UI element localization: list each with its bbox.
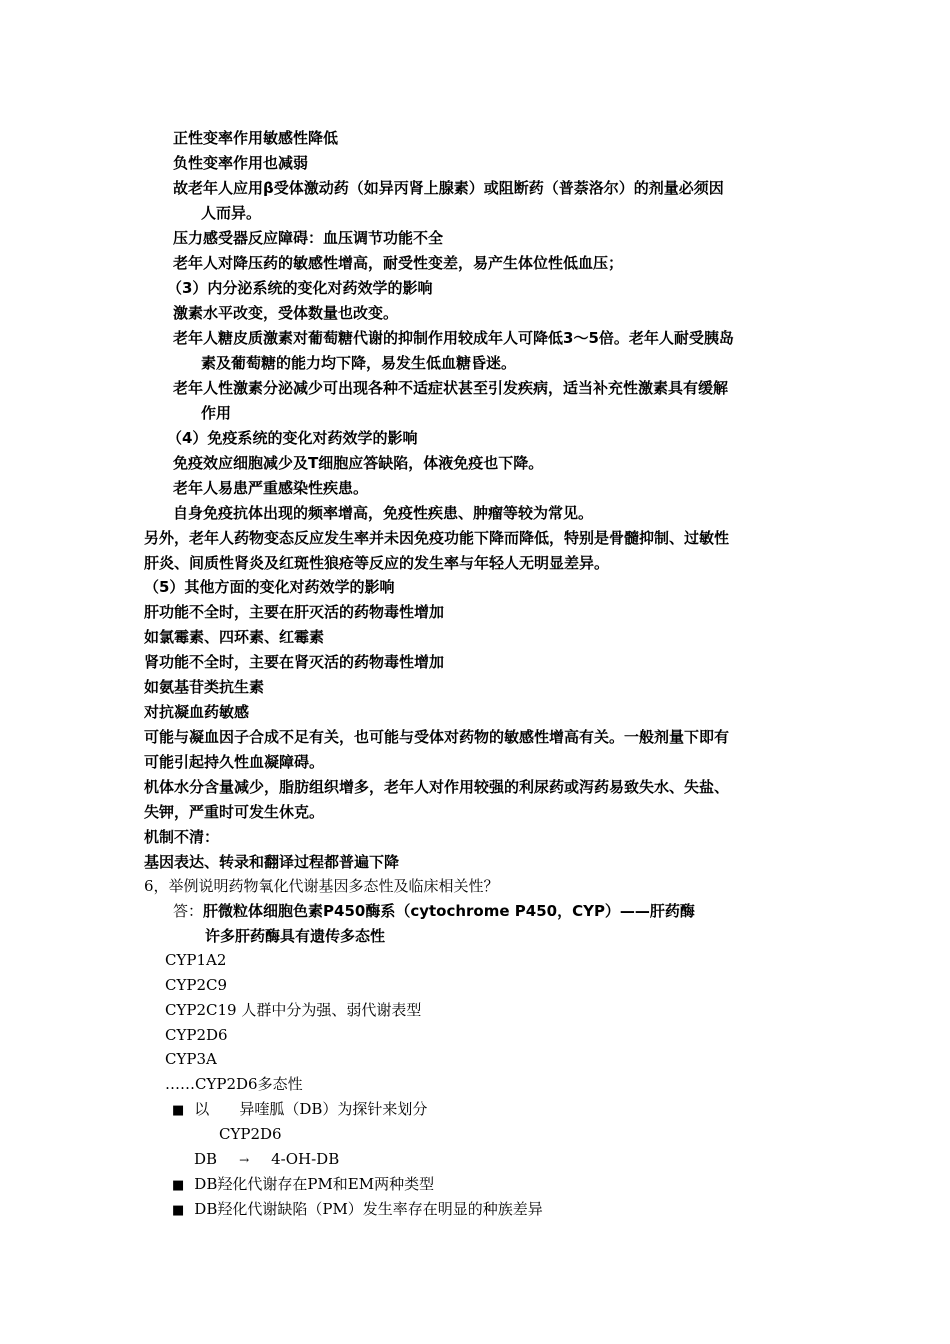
bullet-item [172,1098,427,1122]
bullet-text: DB羟化代谢存在PM和EM两种类型 [194,1175,435,1193]
text-line: 另外，老年人药物变态反应发生率并未因免疫功能下降而降低，特别是骨髓抑制、过敏性 [144,529,730,547]
text-line: 作用 [201,404,232,422]
bullet-text: 异喹胍（DB）为探针来划分 [239,1100,428,1118]
bullet-icon: ■ [172,1203,185,1218]
text-line: 可能与凝血因子合成不足有关，也可能与受体对药物的敏感性增高有关。一般剂量下即有 [144,728,730,746]
text-line: 基因表达、转录和翻译过程都普遍下降 [144,853,400,871]
text-line: 老年人对降压药的敏感性增高，耐受性变差，易产生体位性低血压； [173,254,624,272]
text-line: 失钾，严重时可发生休克。 [144,803,325,821]
bullet-item [172,1198,543,1222]
text-line: CYP2D6 [219,1125,282,1143]
text-line: 如氯霉素、四环素、红霉素 [144,628,325,646]
text-line: 压力感受器反应障碍：血压调节功能不全 [173,229,444,247]
text-line: 肾功能不全时，主要在肾灭活的药物毒性增加 [144,653,445,671]
bullet-text: DB羟化代谢缺陷（PM）发生率存在明显的种族差异 [194,1200,543,1218]
text-line: 老年人性激素分泌减少可出现各种不适症状甚至引发疾病，适当补充性激素具有缓解 [173,379,729,397]
bullet-icon: ■ [172,1178,185,1193]
question-line: 6，举例说明药物氧化代谢基因多态性及临床相关性？ [144,877,499,895]
text-line: 如氨基苷类抗生素 [144,678,265,696]
section-heading: （4）免疫系统的变化对药效学的影响 [167,429,418,447]
text-line: 免疫效应细胞减少及T细胞应答缺陷，体液免疫也下降。 [173,454,544,472]
reaction-substrate: DB [194,1150,218,1168]
bullet-text: 以 [194,1100,210,1118]
text-line: ……CYP2D6多态性 [165,1075,303,1093]
answer-text: 肝微粒体细胞色素P450酶系（cytochrome P450，CYP）——肝药酶 [203,902,695,920]
section-heading: （3）内分泌系统的变化对药效学的影响 [167,279,433,297]
text-line: 素及葡萄糖的能力均下降，易发生低血糖昏迷。 [201,354,517,372]
text-line: 肝炎、间质性肾炎及红斑性狼疮等反应的发生率与年轻人无明显差异。 [144,554,610,572]
reaction-line [194,1148,339,1171]
section-heading: （5）其他方面的变化对药效学的影响 [144,578,395,596]
text-line: 机体水分含量减少，脂肪组织增多，老年人对作用较强的利尿药或泻药易致失水、失盐、 [144,778,730,796]
text-line: 自身免疫抗体出现的频率增高，免疫性疾患、肿瘤等较为常见。 [173,504,594,522]
text-line: 对抗凝血药敏感 [144,703,250,721]
enzyme-item: CYP3A [165,1050,217,1068]
bullet-icon: ■ [172,1103,185,1118]
enzyme-item: CYP2D6 [165,1026,228,1044]
text-line: 老年人糖皮质激素对葡萄糖代谢的抑制作用较成年人可降低3～5倍。老年人耐受胰岛 [173,329,734,347]
answer-line [173,900,695,922]
text-line: 负性变率作用也减弱 [173,154,309,172]
text-line: 人而异。 [201,204,262,222]
enzyme-item: CYP2C9 [165,976,228,994]
text-line: 故老年人应用β受体激动药（如异丙肾上腺素）或阻断药（普萘洛尔）的剂量必须因 [173,179,724,197]
text-line: 肝功能不全时，主要在肝灭活的药物毒性增加 [144,603,445,621]
bullet-item [172,1173,434,1197]
text-line: 许多肝药酶具有遗传多态性 [205,927,386,945]
enzyme-item: CYP2C19 人群中分为强、弱代谢表型 [165,1001,422,1019]
text-line: 机制不清： [144,828,220,846]
text-line: 正性变率作用敏感性降低 [173,129,339,147]
answer-label: 答： [173,902,204,920]
arrow-icon: → [239,1153,250,1167]
reaction-product: 4-OH-DB [271,1150,340,1168]
text-line: 老年人易患严重感染性疾患。 [173,479,369,497]
enzyme-item: CYP1A2 [165,951,227,969]
text-line: 可能引起持久性血凝障碍。 [144,753,325,771]
text-line: 激素水平改变，受体数量也改变。 [173,304,399,322]
